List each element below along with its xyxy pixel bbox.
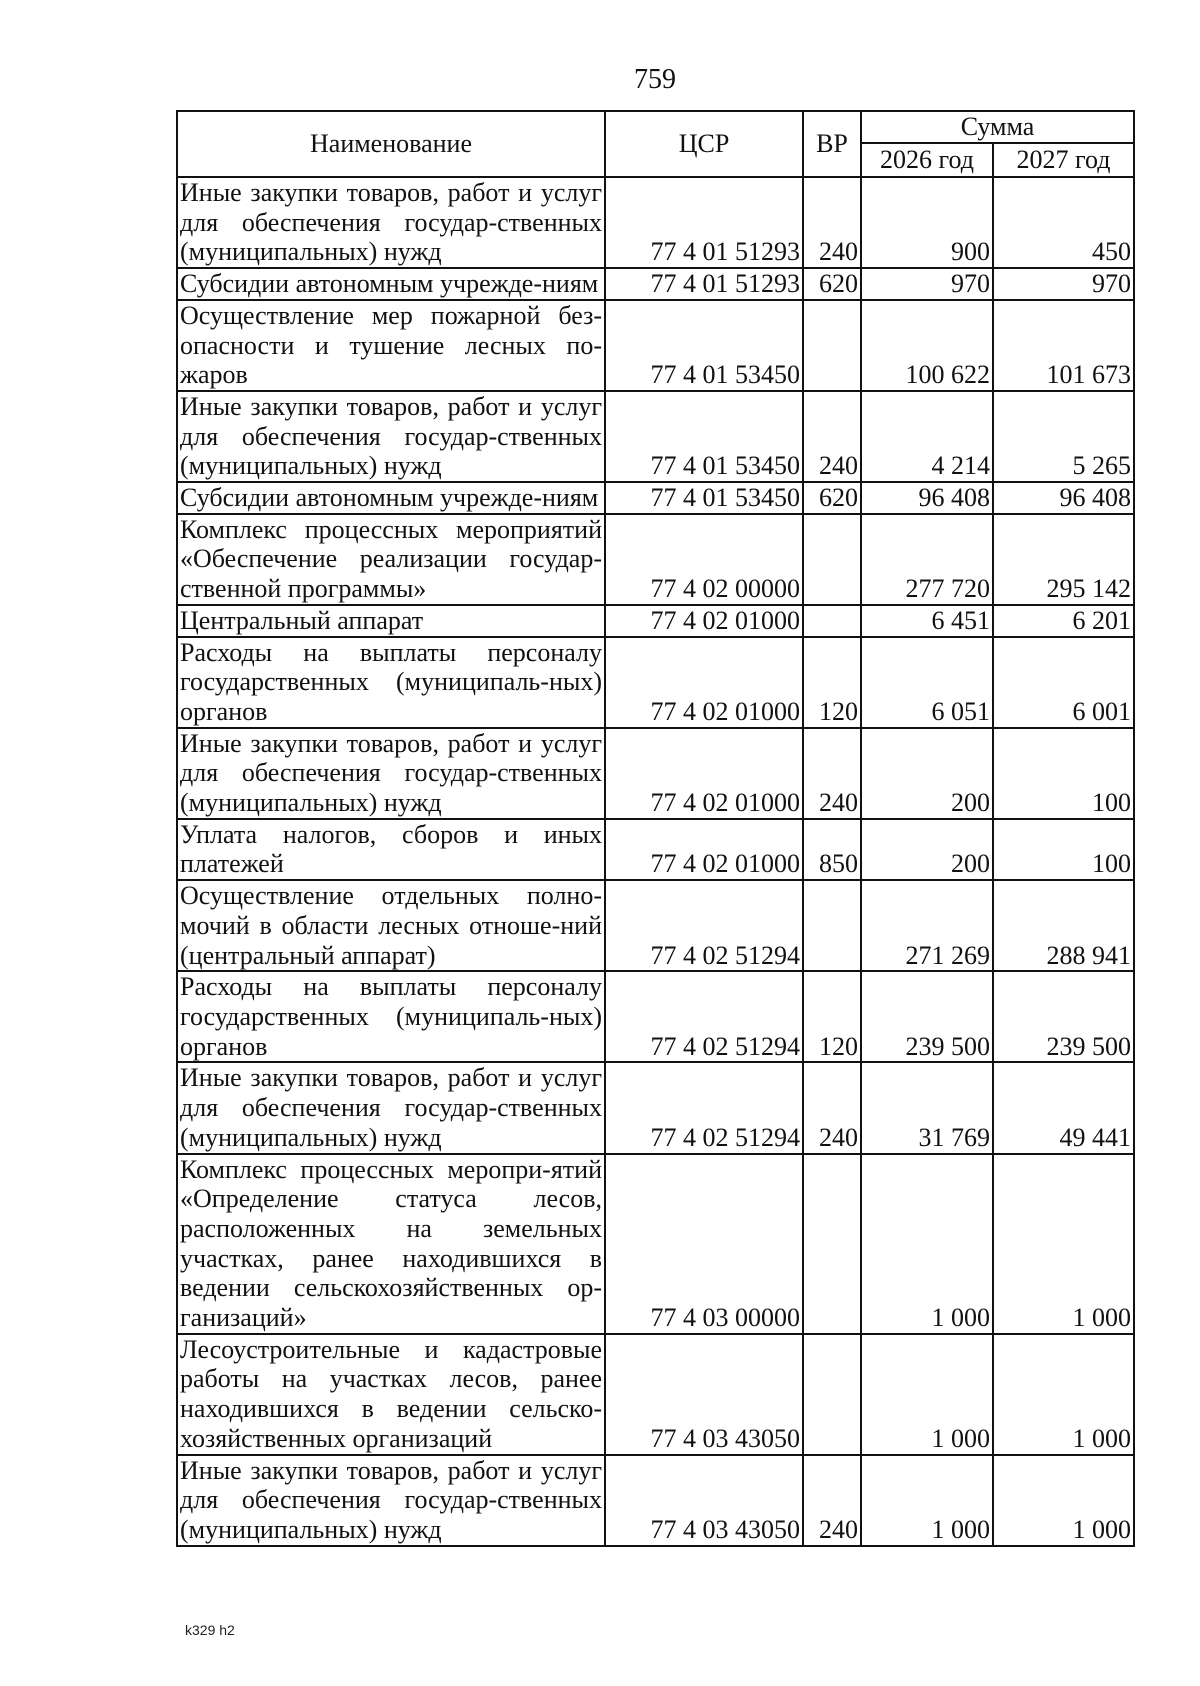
row-sum-2027-cell: 1 000 [993, 1154, 1134, 1334]
row-csr-cell: 77 4 02 01000 [605, 605, 803, 637]
table-row [177, 1455, 1134, 1546]
row-sum-2026-cell: 970 [861, 268, 993, 300]
row-vr-cell: 120 [803, 637, 861, 728]
table-row [177, 300, 1134, 391]
table-row [177, 819, 1134, 880]
row-csr-cell: 77 4 01 53450 [605, 482, 803, 514]
row-vr-cell [803, 514, 861, 605]
table-row [177, 482, 1134, 514]
row-sum-2027-cell: 100 [993, 728, 1134, 819]
row-sum-2027-cell: 6 001 [993, 637, 1134, 728]
row-sum-2026-cell: 900 [861, 177, 993, 268]
table-row [177, 1062, 1134, 1153]
header-year-2027: 2027 год [993, 143, 1134, 177]
row-csr-cell: 77 4 02 01000 [605, 728, 803, 819]
header-vr: ВР [803, 111, 861, 177]
table-row [177, 971, 1134, 1062]
row-sum-2026-cell: 277 720 [861, 514, 993, 605]
table-row [177, 268, 1134, 300]
row-name-cell: Комплекс процессных меропри-ятий «Определение статуса лесов, расположенных на земельных участках, ранее находившихся в ведении сельскохозяйственных ор-ганизаций» [177, 1154, 605, 1334]
row-csr-cell: 77 4 02 51294 [605, 971, 803, 1062]
table-row [177, 728, 1134, 819]
row-csr-cell: 77 4 03 43050 [605, 1455, 803, 1546]
row-vr-cell: 620 [803, 268, 861, 300]
row-vr-cell [803, 605, 861, 637]
row-vr-cell [803, 880, 861, 971]
row-name-cell: Иные закупки товаров, работ и услуг для обеспечения государ-ственных (муниципальных) нужд [177, 728, 605, 819]
row-vr-cell: 120 [803, 971, 861, 1062]
row-sum-2026-cell: 1 000 [861, 1455, 993, 1546]
row-vr-cell: 240 [803, 1455, 861, 1546]
row-name-cell: Расходы на выплаты персоналу государственных (муниципаль-ных) органов [177, 637, 605, 728]
row-csr-cell: 77 4 01 53450 [605, 300, 803, 391]
row-name-cell: Иные закупки товаров, работ и услуг для обеспечения государ-ственных (муниципальных) нужд [177, 391, 605, 482]
row-csr-cell: 77 4 02 01000 [605, 637, 803, 728]
row-name-cell: Центральный аппарат [177, 605, 605, 637]
row-sum-2027-cell: 5 265 [993, 391, 1134, 482]
row-sum-2026-cell: 1 000 [861, 1154, 993, 1334]
footer-code: k329 h2 [185, 1622, 235, 1638]
table-row [177, 177, 1134, 268]
row-sum-2027-cell: 96 408 [993, 482, 1134, 514]
row-name-cell: Иные закупки товаров, работ и услуг для обеспечения государ-ственных (муниципальных) нужд [177, 177, 605, 268]
row-name-cell: Осуществление отдельных полно-мочий в области лесных отноше-ний (центральный аппарат) [177, 880, 605, 971]
row-csr-cell: 77 4 03 00000 [605, 1154, 803, 1334]
row-name-cell: Иные закупки товаров, работ и услуг для обеспечения государ-ственных (муниципальных) нужд [177, 1062, 605, 1153]
row-vr-cell: 240 [803, 391, 861, 482]
row-name-cell: Уплата налогов, сборов и иных платежей [177, 819, 605, 880]
row-csr-cell: 77 4 01 53450 [605, 391, 803, 482]
page-number: 759 [634, 64, 676, 95]
row-sum-2027-cell: 49 441 [993, 1062, 1134, 1153]
row-sum-2027-cell: 6 201 [993, 605, 1134, 637]
row-sum-2026-cell: 100 622 [861, 300, 993, 391]
row-sum-2027-cell: 295 142 [993, 514, 1134, 605]
row-csr-cell: 77 4 01 51293 [605, 268, 803, 300]
row-vr-cell [803, 1334, 861, 1455]
header-csr: ЦСР [605, 111, 803, 177]
row-csr-cell: 77 4 03 43050 [605, 1334, 803, 1455]
table-row [177, 391, 1134, 482]
row-sum-2026-cell: 239 500 [861, 971, 993, 1062]
row-vr-cell: 240 [803, 1062, 861, 1153]
row-sum-2026-cell: 96 408 [861, 482, 993, 514]
row-csr-cell: 77 4 02 00000 [605, 514, 803, 605]
row-vr-cell: 240 [803, 177, 861, 268]
row-sum-2026-cell: 4 214 [861, 391, 993, 482]
table-row [177, 637, 1134, 728]
row-sum-2026-cell: 31 769 [861, 1062, 993, 1153]
budget-table [176, 110, 1135, 1547]
header-name: Наименование [177, 111, 605, 177]
table-row [177, 1154, 1134, 1334]
table-row [177, 1334, 1134, 1455]
row-name-cell: Субсидии автономным учрежде-ниям [177, 482, 605, 514]
table-row [177, 605, 1134, 637]
row-sum-2026-cell: 6 051 [861, 637, 993, 728]
row-sum-2026-cell: 200 [861, 819, 993, 880]
row-name-cell: Осуществление мер пожарной без-опасности и тушение лесных по-жаров [177, 300, 605, 391]
row-vr-cell: 850 [803, 819, 861, 880]
row-sum-2027-cell: 100 [993, 819, 1134, 880]
row-csr-cell: 77 4 02 01000 [605, 819, 803, 880]
header-sum: Сумма [861, 111, 1134, 143]
row-name-cell: Субсидии автономным учрежде-ниям [177, 268, 605, 300]
row-sum-2027-cell: 450 [993, 177, 1134, 268]
table-row [177, 880, 1134, 971]
row-vr-cell [803, 1154, 861, 1334]
row-csr-cell: 77 4 01 51293 [605, 177, 803, 268]
row-csr-cell: 77 4 02 51294 [605, 880, 803, 971]
row-sum-2026-cell: 6 451 [861, 605, 993, 637]
row-name-cell: Лесоустроительные и кадастровые работы на участках лесов, ранее находившихся в ведении сельско-хозяйственных организаций [177, 1334, 605, 1455]
row-name-cell: Иные закупки товаров, работ и услуг для обеспечения государ-ственных (муниципальных) нужд [177, 1455, 605, 1546]
row-vr-cell [803, 300, 861, 391]
row-vr-cell: 240 [803, 728, 861, 819]
row-sum-2027-cell: 101 673 [993, 300, 1134, 391]
row-sum-2027-cell: 970 [993, 268, 1134, 300]
row-sum-2027-cell: 288 941 [993, 880, 1134, 971]
row-sum-2026-cell: 200 [861, 728, 993, 819]
row-name-cell: Комплекс процессных мероприятий «Обеспечение реализации государ-ственной программы» [177, 514, 605, 605]
row-sum-2027-cell: 1 000 [993, 1455, 1134, 1546]
header-year-2026: 2026 год [861, 143, 993, 177]
row-sum-2027-cell: 1 000 [993, 1334, 1134, 1455]
row-sum-2026-cell: 271 269 [861, 880, 993, 971]
row-sum-2026-cell: 1 000 [861, 1334, 993, 1455]
row-csr-cell: 77 4 02 51294 [605, 1062, 803, 1153]
row-name-cell: Расходы на выплаты персоналу государственных (муниципаль-ных) органов [177, 971, 605, 1062]
row-vr-cell: 620 [803, 482, 861, 514]
table-row [177, 514, 1134, 605]
row-sum-2027-cell: 239 500 [993, 971, 1134, 1062]
